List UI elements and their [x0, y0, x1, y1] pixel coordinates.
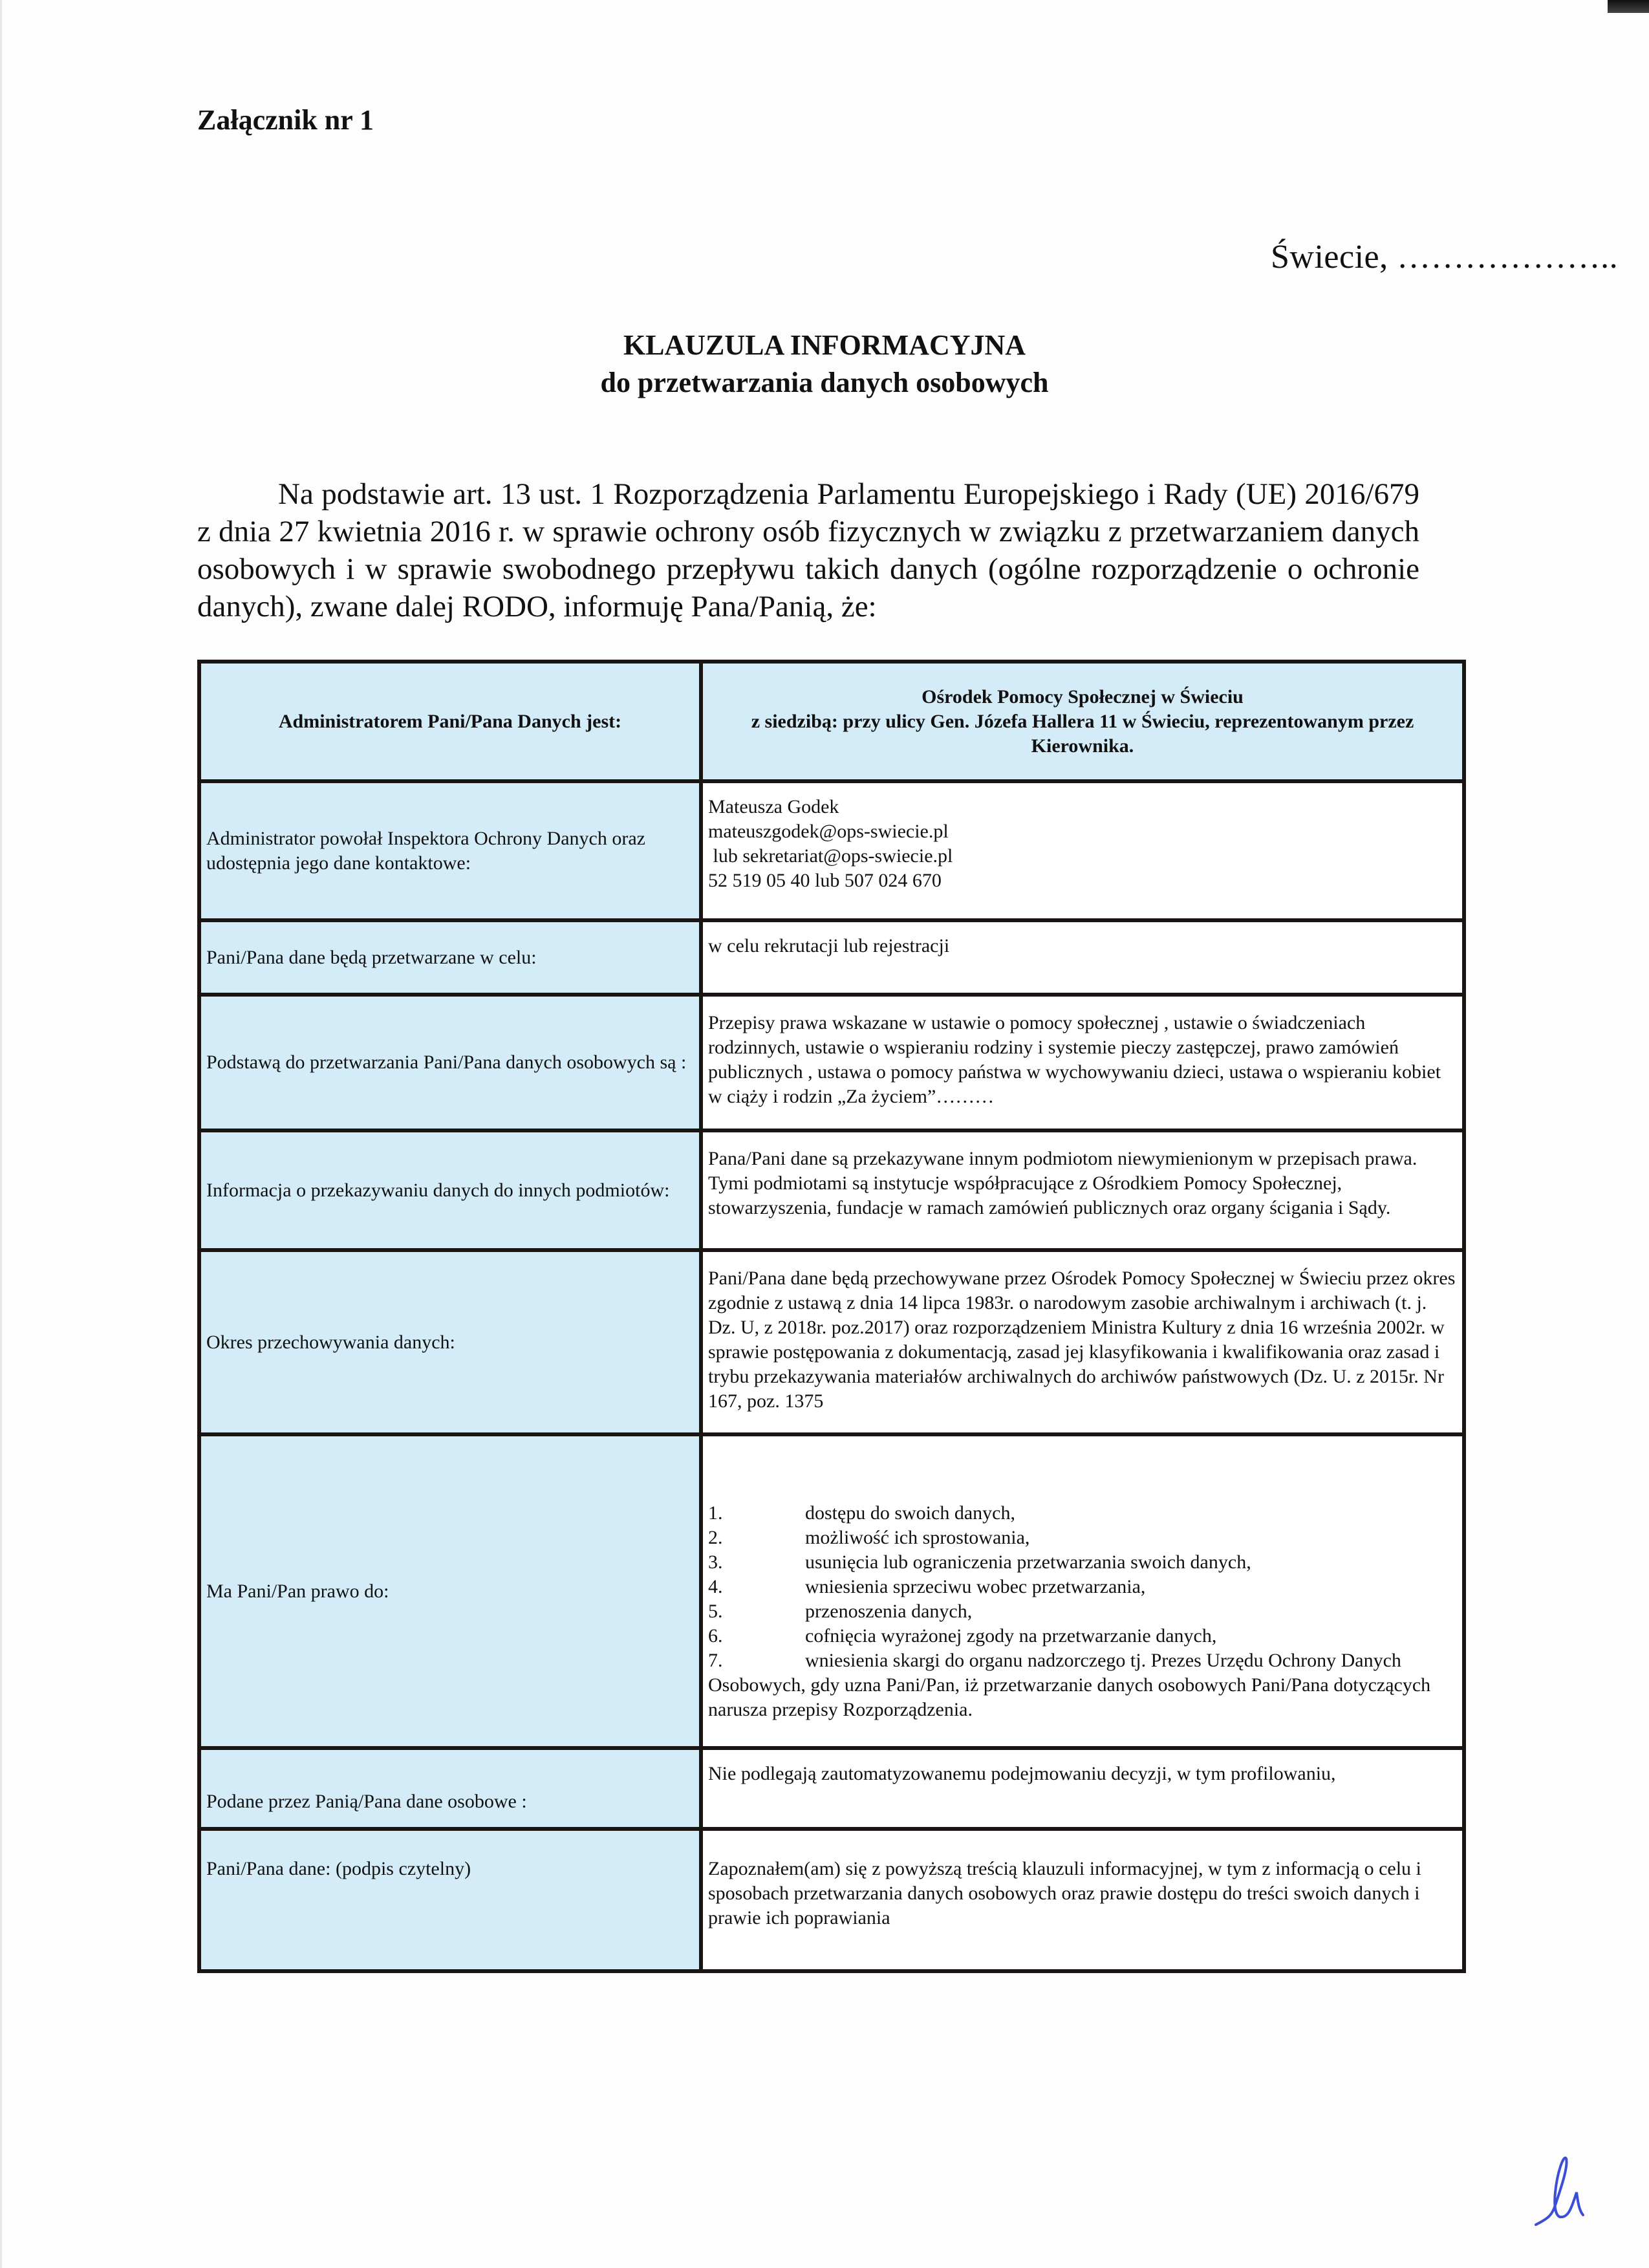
signature-field[interactable]: Zapoznałem(am) się z powyższą treścią klauzuli informacyjnej, w tym z informacją o celu i sposobach przetwarzania danych osobowych oraz prawie dostępu do treści swoich danych i prawie ich poprawiania: [701, 1829, 1464, 1971]
intro-paragraph: Na podstawie art. 13 ust. 1 Rozporządzenia Parlamentu Europejskiego i Rady (UE) 2016/679 z dnia 27 kwietnia 2016 r. w sprawie ochrony osób fizycznych w związku z przetwarzaniem danych osobowych i w sprawie swobodnego przepływu takich danych (ogólne rozporządzenie o ochronie danych), zwane dalej RODO, informuję Pana/Panią, że:: [197, 477, 1419, 623]
scan-registration-mark: [1608, 0, 1649, 13]
table-row-rights: [199, 1434, 1464, 1748]
row-value: [701, 781, 1464, 920]
recipients-line: stowarzyszenia, fundacje w ramach zamówień publicznych oraz organy ścigania i Sądy.: [708, 1197, 1391, 1218]
table-row-dpo: [199, 781, 1464, 920]
row-value: [701, 1130, 1464, 1250]
title-main: KLAUZULA INFORMACYJNA: [623, 329, 1026, 361]
row-value: w celu rekrutacji lub rejestracji: [701, 920, 1464, 995]
row-value: [701, 662, 1464, 781]
rights-list-item: 5. przenoszenia danych,: [708, 1601, 973, 1622]
dpo-email: mateuszgodek@ops-swiecie.pl: [708, 821, 949, 842]
rights-tail: Osobowych, gdy uzna Pani/Pan, iż przetwarzanie danych osobowych Pani/Pana dotyczących narusza przepisy Rozporządzenia.: [708, 1674, 1431, 1720]
row-label: Administrator powołał Inspektora Ochrony Danych oraz udostępnia jego dane kontaktowe:: [199, 781, 701, 920]
table-row-recipients: [199, 1130, 1464, 1250]
table-row-legal-basis: [199, 995, 1464, 1130]
recipients-line: Pana/Pani dane są przekazywane innym podmiotom niewymienionym w przepisach prawa.: [708, 1148, 1417, 1169]
row-label: Administratorem Pani/Pana Danych jest:: [199, 662, 701, 781]
rights-list-item: 4. wniesienia sprzeciwu wobec przetwarzania,: [708, 1576, 1146, 1597]
dpo-name: Mateusza Godek: [708, 796, 839, 817]
table-row-retention: [199, 1250, 1464, 1434]
row-label: Informacja o przekazywaniu danych do innych podmiotów:: [199, 1130, 701, 1250]
rights-list-item: 2. możliwość ich sprostowania,: [708, 1527, 1030, 1548]
recipients-line: Tymi podmiotami są instytucje współpracujące z Ośrodkiem Pomocy Społecznej,: [708, 1172, 1342, 1194]
signature-label: Pani/Pana dane: (podpis czytelny): [199, 1829, 701, 1971]
row-label: Ma Pani/Pan prawo do:: [199, 1434, 701, 1748]
table-row-purpose: [199, 920, 1464, 995]
row-value: Przepisy prawa wskazane w ustawie o pomocy społecznej , ustawie o świadczeniach rodzinnych, ustawie o wspieraniu rodziny i systemie pieczy zastępczej, prawo zamówień publicznych , ustawa o pomocy państwa w wychowywaniu dzieci, ustawa o wspieraniu kobiet w ciąży i rodzin „Za życiem”………: [701, 995, 1464, 1130]
rights-list-item: 1. dostępu do swoich danych,: [708, 1502, 1015, 1524]
rights-list-item: 6. cofnięcia wyrażonej zgody na przetwarzanie danych,: [708, 1625, 1217, 1647]
handwritten-initials-icon: [1533, 2154, 1591, 2231]
row-value: Nie podlegają zautomatyzowanemu podejmowaniu decyzji, w tym profilowaniu,: [701, 1748, 1464, 1829]
administrator-address: z siedzibą: przy ulicy Gen. Józefa Hallera 11 w Świeciu, reprezentowanym przez Kierownika.: [751, 710, 1414, 757]
row-label: Pani/Pana dane będą przetwarzane w celu:: [199, 920, 701, 995]
document-title: [0, 327, 1649, 402]
rights-list: [708, 1501, 1457, 1673]
rights-list-item: 3. usunięcia lub ograniczenia przetwarzania swoich danych,: [708, 1551, 1251, 1573]
dpo-phone: 52 519 05 40 lub 507 024 670: [708, 870, 942, 891]
table-row-administrator: [199, 662, 1464, 781]
row-label: Podstawą do przetwarzania Pani/Pana danych osobowych są :: [199, 995, 701, 1130]
table-row-signature: [199, 1829, 1464, 1971]
attachment-label: Załącznik nr 1: [197, 104, 374, 136]
row-value: [701, 1434, 1464, 1748]
row-label: Podane przez Panią/Pana dane osobowe :: [199, 1748, 701, 1829]
rights-list-item: 7. wniesienia skargi do organu nadzorczego tj. Prezes Urzędu Ochrony Danych: [708, 1650, 1401, 1671]
row-label: Okres przechowywania danych:: [199, 1250, 701, 1434]
title-sub: do przetwarzania danych osobowych: [600, 367, 1049, 398]
information-clause-table: [197, 660, 1466, 1973]
dpo-email-alt: lub sekretariat@ops-swiecie.pl: [708, 845, 953, 867]
table-row-automated-decisions: [199, 1748, 1464, 1829]
row-value: Pani/Pana dane będą przechowywane przez Ośrodek Pomocy Społecznej w Świeciu przez okres zgodnie z ustawą z dnia 14 lipca 1983r. o narodowym zasobie archiwalnym i archiwach (t. j. Dz. U, z 2018r. poz.2017) oraz rozporządzeniem Ministra Kultury z dnia 16 września 2002r. w sprawie postępowania z dokumentacją, zasad jej klasyfikowania i kwalifikowania oraz zasad i trybu przekazywania materiałów archiwalnych do archiwów państwowych (Dz. U. z 2015r. Nr 167, poz. 1375: [701, 1250, 1464, 1434]
administrator-name: Ośrodek Pomocy Społecznej w Świeciu: [921, 686, 1244, 707]
place-date-field: Świecie, ………………..: [1271, 239, 1619, 275]
